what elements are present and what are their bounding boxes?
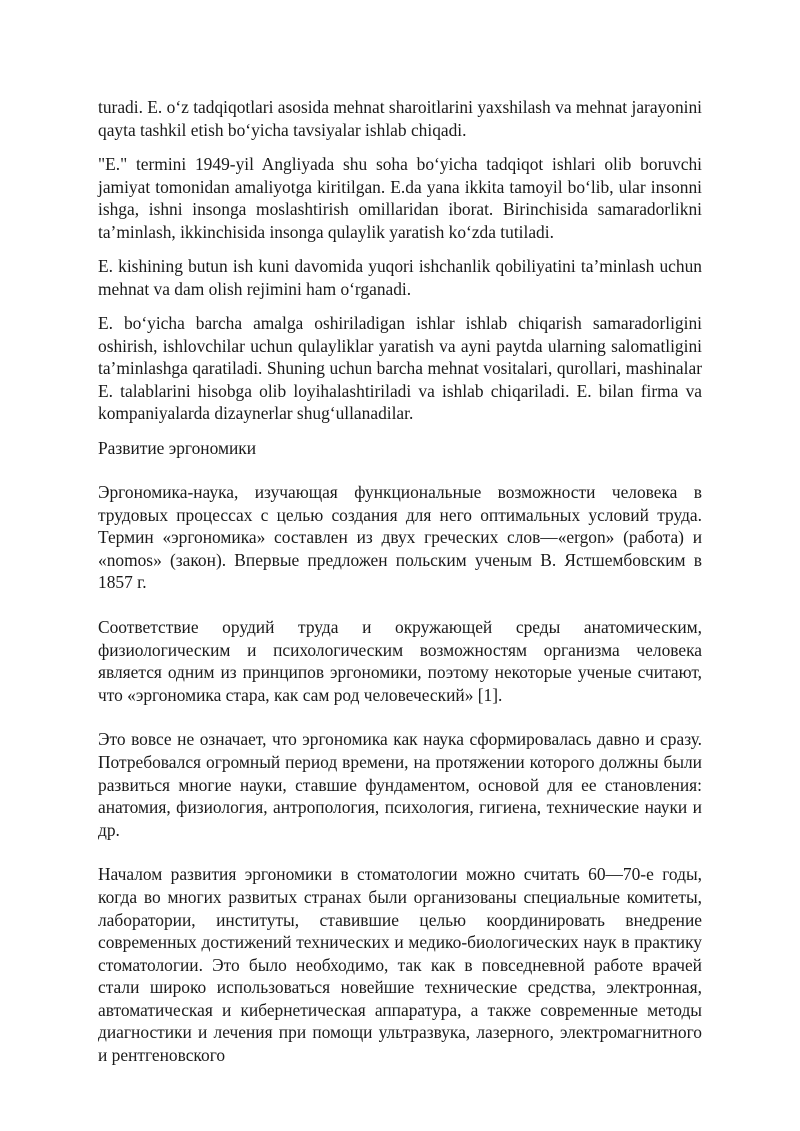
paragraph-uz-2: "E." termini 1949-yil Angliyada shu soha bo‘yicha tadqiqot ishlari olib boruvchi jamiyat tomonidan amaliyotga kiritilgan. E.da yana ikkita tamoyil bo‘lib, ular insonni ishga, ishni insonga moslashtirish omillaridan iborat. Birinchisida samaradorlikni ta’minlash, ikkinchisida insonga qulaylik yaratish ko‘zda tutiladi.	[98, 154, 702, 242]
paragraph-ru-3: Это вовсе не означает, что эргономика как наука сформировалась давно и сразу. Потребовался огромный период времени, на протяжении которого должны были развиться многие науки, ставшие фундаментом, основой для ее становления: анатомия, физиология, антропология, психология, гигиена, технические науки и др.	[98, 729, 702, 840]
section-heading: Развитие эргономики	[98, 437, 257, 458]
paragraph-ru-1: Эргономика-наука, изучающая функциональные возможности человека в трудовых процессах с целью создания для него оптимальных условий труда. Термин «эргономика» составлен из двух греческих слов—«ergon» (работа) и «nomos» (закон). Впервые предложен польским ученым В. Ястшембовским в 1857 г.	[98, 482, 702, 593]
paragraph-uz-4: E. bo‘yicha barcha amalga oshiriladigan ishlar ishlab chiqarish samaradorligini oshirish, ishlovchilar uchun qulayliklar yaratish va ayni paytda ularning salomatligini ta’minlashga qaratiladi. Shuning uchun barcha mehnat vositalari, qurollari, mashinalar E. talablarini hisobga olib loyihalashtiriladi va ishlab chiqariladi. E. bilan firma va kompaniyalarda dizaynerlar shug‘ullanadilar.	[98, 313, 702, 423]
paragraph-ru-4: Началом развития эргономики в стоматологии можно считать 60—70-е годы, когда во многих развитых странах были организованы специальные комитеты, лаборатории, институты, ставившие целью координировать внедрение современных достижений технических и медико-биологических наук в практику стоматологии. Это было необходимо, так как в повседневной работе врачей стали широко использоваться новейшие технические средства, электронная, автоматическая и кибернетическая аппаратура, а также современные методы диагностики и лечения при помощи ультразвука, лазерного, электромагнитного и рентгеновского	[98, 864, 702, 1066]
document-page	[98, 96, 702, 1089]
paragraph-ru-2: Соответствие орудий труда и окружающей среды анатомическим, физиологическим и психологическим возможностям организма человека является одним из принципов эргономики, поэтому некоторые ученые считают, что «эргономика стара, как сам род человеческий» [1].	[98, 616, 702, 705]
paragraph-uz-3: E. kishining butun ish kuni davomida yuqori ishchanlik qobiliyatini ta’minlash uchun mehnat va dam olish rejimini ham o‘rganadi.	[98, 256, 702, 299]
paragraph-uz-1: turadi. E. o‘z tadqiqotlari asosida mehnat sharoitlarini yaxshilash va mehnat jarayonini qayta tashkil etish bo‘yicha tavsiyalar ishlab chiqadi.	[98, 97, 702, 140]
